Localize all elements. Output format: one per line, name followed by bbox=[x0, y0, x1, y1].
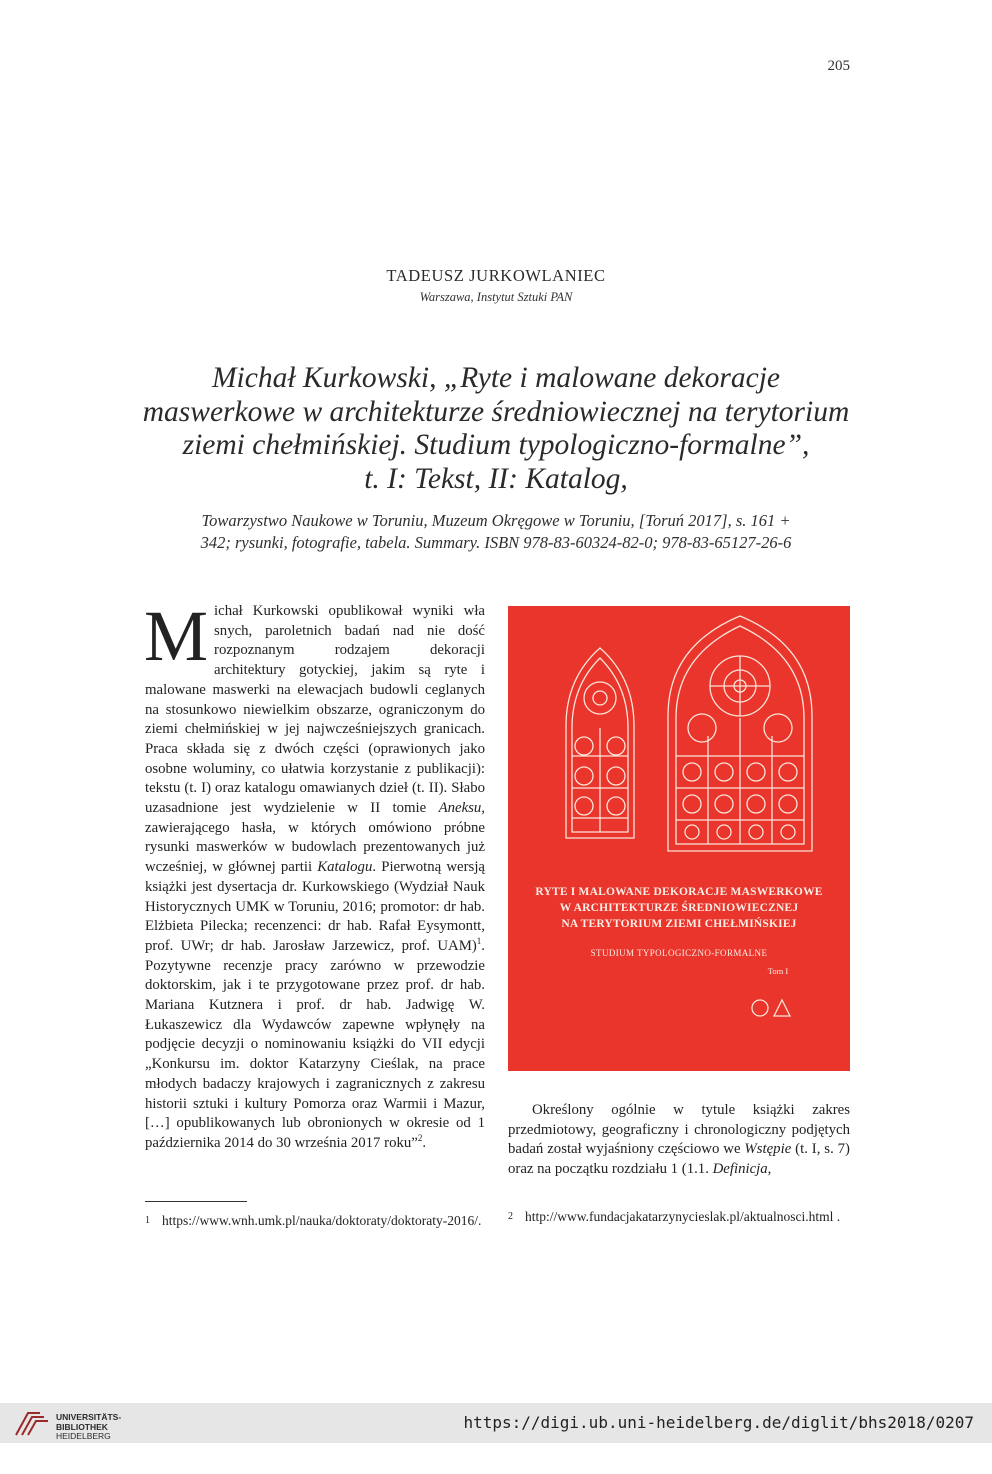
footnote-link[interactable]: https://www.wnh.umk.pl/nauka/doktoraty/doktoraty-2016/. bbox=[162, 1213, 482, 1228]
footnote-link[interactable]: http://www.fundacjakatarzynycieslak.pl/aktualnosci.html . bbox=[525, 1209, 841, 1224]
cover-subtitle: STUDIUM TYPOLOGICZNO-FORMALNE bbox=[590, 948, 768, 958]
body-text: (t. I, s. 7) oraz na początku rozdziału 1 (1.1. bbox=[508, 1141, 850, 1178]
footer-bar bbox=[0, 1403, 992, 1443]
body-text: Określony ogólnie w tytule książki zakres przedmiotowy, geograficzny i chronologiczny podjętych badań został wyjaśniony częściowo we bbox=[508, 1102, 850, 1158]
body-text: . Pozytywne recenzje pracy zarówno w przewodzie doktorskim, jak i te przygotowane przez prof. dr hab. Mariana Kutznera i prof. dr hab. Jadwigę W. Łukaszewicz dla Wydawców zapewne wpłynęły na podjęcie decyzji o nominowaniu książki do VII edycji „Konkursu im. doktor Katarzyny Cieślak, na prace młodych badaczy krajowych i zagranicznych z zakresu historii sztuki i kultury Pomorza oraz Warmii i Mazur, […] opublikowanych lub obronionych w okresie od 1 października 2014 do 30 września 2017 roku” bbox=[145, 937, 485, 1151]
page-number: 205 bbox=[827, 58, 850, 74]
cover-title bbox=[508, 884, 850, 932]
author-name: TADEUSZ JURKOWLANIEC bbox=[386, 266, 606, 285]
footnote-ref-1[interactable]: 1 bbox=[476, 936, 482, 947]
body-text: ichał Kurkowski opublikował wyniki wła snych, paroletnich badań nad nie dość rozpoznanym rodzajem dekoracji architektury gotyckiej, jakim są ryte i malowane maswerki na elewacjach budowli ceglanych na stosunkowo niewielkim obszarze, ograniczonym do ziemi chełmińskiej w jej najwcześniejszych granicach. Praca składa się z dwóch części (oprawionych jako osobne woluminy, co ułatwia korzystanie z publikacji): tekstu (t. I) oraz katalogu omawianych dzieł (t. II). Słabo uzasadnione jest wydzielenie w II tomie bbox=[145, 603, 485, 817]
cover-volume: Tom I bbox=[767, 966, 789, 976]
body-text: . Pierwotną wersją książki jest dysertacja dr. Kurkowskiego (Wydział Nauk Historycznych UMK w Toruniu, 2016; promotor: dr hab. Elżbieta Pilecka; recenzenci: dr hab. Rafał Eysymontt, prof. UWr; dr hab. Jarosław Jarzewicz, prof. UAM) bbox=[145, 859, 485, 954]
library-logo-icon bbox=[12, 1409, 50, 1439]
library-name bbox=[56, 1413, 121, 1442]
body-text-left-column bbox=[144, 596, 485, 1154]
drop-cap: M bbox=[144, 596, 209, 676]
footnote-number: 2 bbox=[508, 1211, 513, 1222]
title-line: ziemi chełmińskiej. Studium typologiczno-formalne”, bbox=[182, 429, 810, 461]
footnote-1 bbox=[145, 1211, 485, 1231]
emphasis-aneksu: Aneksu bbox=[438, 800, 482, 817]
library-name-line: UNIVERSITÄTS- bbox=[56, 1412, 122, 1422]
tracery-windows-illustration bbox=[508, 606, 850, 1071]
pubinfo-line: Towarzystwo Naukowe w Toruniu, Muzeum Okręgowe w Toruniu, [Toruń 2017], s. 161 + bbox=[201, 511, 791, 530]
document-url-link[interactable]: https://digi.ub.uni-heidelberg.de/diglit/bhs2018/0207 bbox=[463, 1413, 974, 1432]
body-text-right-column bbox=[508, 1101, 850, 1180]
pubinfo-line: 342; rysunki, fotografie, tabela. Summary. ISBN 978-83-60324-82-0; 978-83-65127-26-6 bbox=[200, 533, 792, 552]
library-name-line: HEIDELBERG bbox=[56, 1431, 111, 1441]
body-text: , bbox=[767, 1161, 772, 1178]
title-line: maswerkowe w architekturze średniowiecznej na terytorium bbox=[142, 395, 850, 428]
footnote-separator bbox=[145, 1201, 247, 1202]
author-affiliation: Warszawa, Instytut Sztuki PAN bbox=[419, 290, 573, 304]
body-text: . bbox=[422, 1134, 427, 1151]
book-cover-image bbox=[508, 606, 850, 1071]
cover-title-line: RYTE I MALOWANE DEKORACJE MASWERKOWE bbox=[535, 886, 823, 898]
title-line: Michał Kurkowski, „Ryte i malowane dekoracje bbox=[211, 362, 781, 394]
title-line: t. I: Tekst, II: Katalog, bbox=[364, 462, 628, 495]
review-title bbox=[120, 362, 872, 496]
footnote-2 bbox=[508, 1207, 850, 1227]
publication-info bbox=[130, 510, 862, 554]
emphasis-wstepie: Wstępie bbox=[744, 1141, 792, 1158]
emphasis-katalogu: Katalogu bbox=[317, 859, 373, 876]
footnote-ref-2[interactable]: 2 bbox=[417, 1133, 423, 1144]
cover-title-line: W ARCHITEKTURZE ŚREDNIOWIECZNEJ bbox=[559, 902, 799, 914]
body-text: , zawierającego hasła, w których omówiono próbne rysunki maswerków w budowlach prezentowanych już wcześniej, w głównej partii bbox=[145, 800, 485, 876]
emphasis-definicja: Definicja bbox=[712, 1161, 768, 1178]
library-name-line: BIBLIOTHEK bbox=[56, 1421, 108, 1432]
footnote-number: 1 bbox=[145, 1215, 150, 1226]
cover-title-line: NA TERYTORIUM ZIEMI CHEŁMIŃSKIEJ bbox=[561, 918, 797, 930]
